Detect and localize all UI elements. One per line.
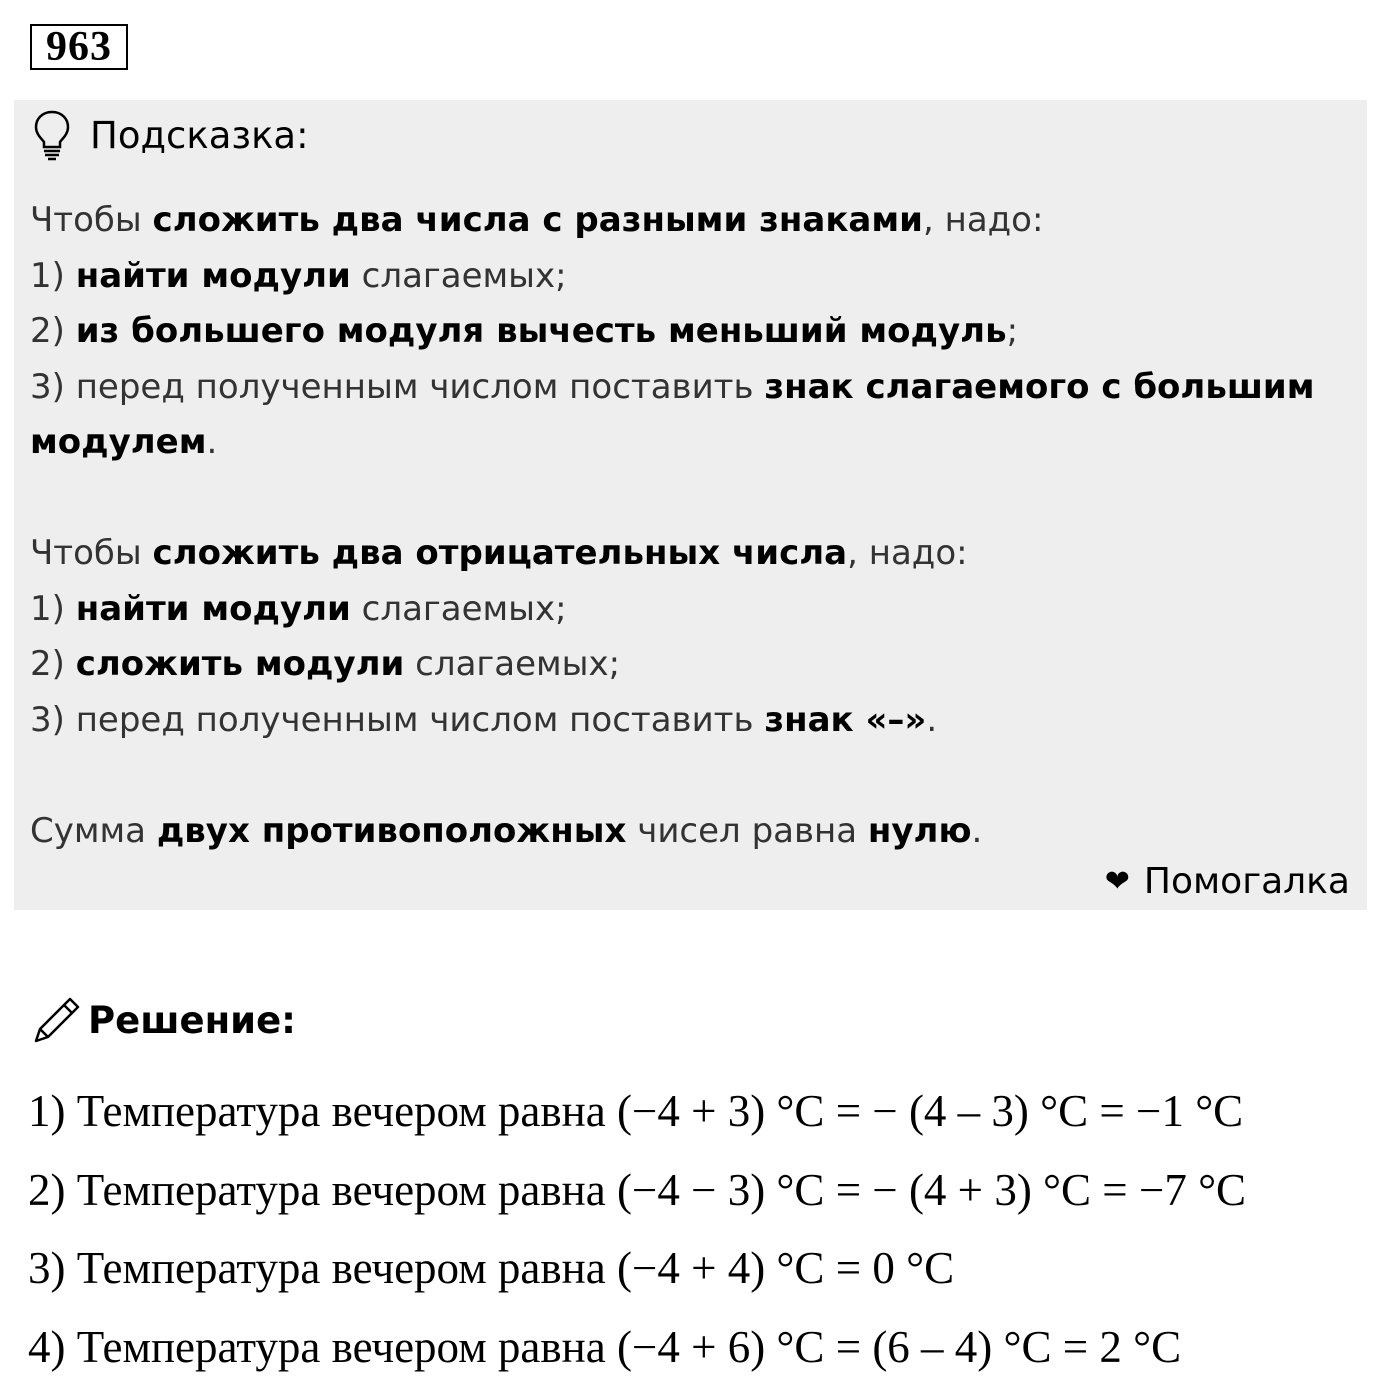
hint-rule2-line1: Чтобы сложить два отрицательных числа, надо: <box>30 526 1360 582</box>
solution-text <box>28 1072 1388 1386</box>
credit <box>1105 858 1350 906</box>
hint-rule1-line4: 3) перед полученным числом поставить знак слагаемого с большим <box>30 360 1360 416</box>
hint-rule1-line3: 2) из большего модуля вычесть меньший модуль; <box>30 304 1360 360</box>
task-number: 963 <box>30 24 128 70</box>
hint-rule2-line3: 2) сложить модули слагаемых; <box>30 637 1360 693</box>
hint-rule1-line5: модулем. <box>30 415 1360 471</box>
solution-line: 2) Температура вечером равна (−4 − 3) °С = − (4 + 3) °С = −7 °С <box>28 1151 1388 1230</box>
hint-title: Подсказка: <box>90 114 309 157</box>
solution-line: 3) Температура вечером равна (−4 + 4) °С = 0 °С <box>28 1229 1388 1308</box>
hint-rule2-line4: 3) перед полученным числом поставить знак «–». <box>30 693 1360 749</box>
hint-text <box>30 193 1360 859</box>
solution-title: Решение: <box>88 999 296 1042</box>
pencil-icon <box>32 995 82 1045</box>
solution-line: 1) Температура вечером равна (−4 + 3) °С = − (4 – 3) °С = −1 °С <box>28 1072 1388 1151</box>
solution-line: 4) Температура вечером равна (−4 + 6) °С = (6 – 4) °С = 2 °С <box>28 1308 1388 1386</box>
credit-label: Помогалка <box>1144 858 1350 906</box>
solution-header <box>32 990 296 1050</box>
hint-rule1-line1: Чтобы сложить два числа с разными знаками, надо: <box>30 193 1360 249</box>
hint-rule1-line2: 1) найти модули слагаемых; <box>30 249 1360 305</box>
heart-icon: ❤ <box>1105 858 1130 906</box>
hint-rule2-line2: 1) найти модули слагаемых; <box>30 582 1360 638</box>
hint-header <box>32 108 309 162</box>
lightbulb-icon <box>32 109 72 161</box>
hint-rule3-line1: Сумма двух противоположных чисел равна нулю. <box>30 804 1360 860</box>
